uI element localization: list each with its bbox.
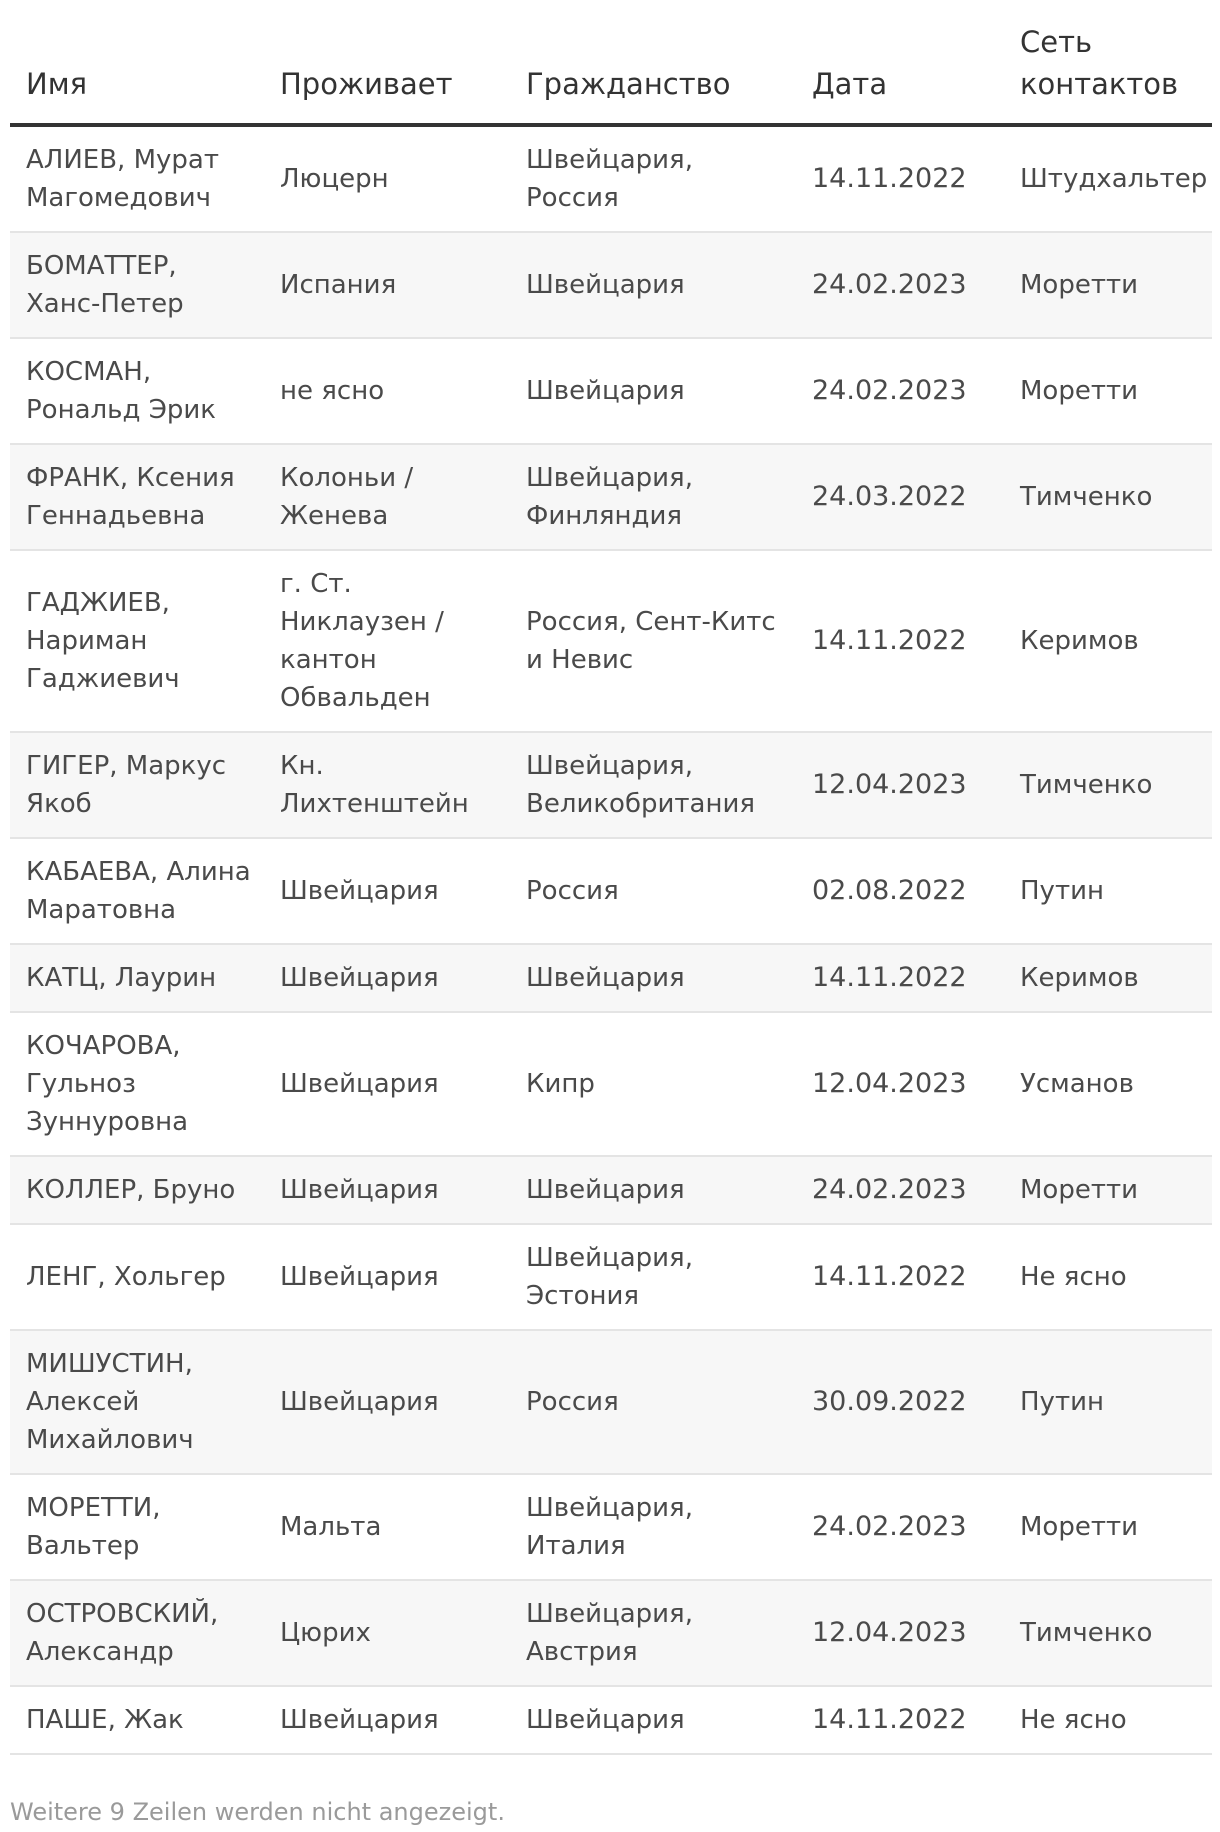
table-row [10,444,1212,550]
cell-residence: не ясно [264,338,510,444]
cell-network: Моретти [1004,232,1212,338]
cell-residence: Швейцария [264,1156,510,1224]
table-row [10,550,1212,732]
cell-citizenship: Швейцария, Финляндия [510,444,796,550]
cell-residence: Швейцария [264,944,510,1012]
cell-network: Моретти [1004,1474,1212,1580]
cell-citizenship: Швейцария [510,338,796,444]
cell-name: КОЧАРОВА, Гульноз Зуннуровна [10,1012,264,1156]
cell-date: 24.02.2023 [796,232,1004,338]
cell-date: 24.03.2022 [796,444,1004,550]
cell-residence: Швейцария [264,1224,510,1330]
table-header [10,0,1212,125]
cell-network: Путин [1004,1330,1212,1474]
cell-residence: Мальта [264,1474,510,1580]
cell-network: Керимов [1004,944,1212,1012]
table-row [10,1580,1212,1686]
cell-date: 12.04.2023 [796,1012,1004,1156]
cell-name: МИШУСТИН, Алексей Михайлович [10,1330,264,1474]
table-row [10,1156,1212,1224]
header-row [10,0,1212,125]
cell-citizenship: Швейцария [510,1686,796,1754]
cell-citizenship: Россия, Сент-Китс и Невис [510,550,796,732]
cell-citizenship: Швейцария [510,944,796,1012]
column-header-date[interactable]: Дата [796,0,1004,125]
cell-residence: Люцерн [264,125,510,232]
cell-network: Штудхальтер [1004,125,1212,232]
cell-network: Усманов [1004,1012,1212,1156]
cell-citizenship: Швейцария, Россия [510,125,796,232]
cell-residence: г. Ст. Никлаузен / кантон Обвальден [264,550,510,732]
cell-date: 14.11.2022 [796,125,1004,232]
cell-citizenship: Швейцария, Эстония [510,1224,796,1330]
cell-date: 12.04.2023 [796,1580,1004,1686]
cell-citizenship: Швейцария [510,232,796,338]
footnote: Weitere 9 Zeilen werden nicht angezeigt. [10,1798,505,1826]
cell-name: МОРЕТТИ, Вальтер [10,1474,264,1580]
table-row [10,338,1212,444]
cell-citizenship: Швейцария, Великобритания [510,732,796,838]
cell-citizenship: Швейцария, Австрия [510,1580,796,1686]
cell-residence: Швейцария [264,1330,510,1474]
cell-date: 14.11.2022 [796,1224,1004,1330]
table-row [10,838,1212,944]
cell-network: Моретти [1004,1156,1212,1224]
table-row [10,232,1212,338]
column-header-citizenship[interactable]: Гражданство [510,0,796,125]
table-row [10,1012,1212,1156]
cell-date: 24.02.2023 [796,1474,1004,1580]
table-row [10,944,1212,1012]
cell-residence: Цюрих [264,1580,510,1686]
column-header-residence[interactable]: Проживает [264,0,510,125]
cell-residence: Швейцария [264,1686,510,1754]
data-table [10,0,1212,1755]
cell-network: Тимченко [1004,1580,1212,1686]
cell-citizenship: Россия [510,838,796,944]
column-header-network[interactable]: Сеть контактов [1004,0,1212,125]
cell-date: 02.08.2022 [796,838,1004,944]
cell-name: ПАШЕ, Жак [10,1686,264,1754]
cell-network: Моретти [1004,338,1212,444]
cell-name: КАБАЕВА, Алина Маратовна [10,838,264,944]
cell-name: БОМАТТЕР, Ханс-Петер [10,232,264,338]
cell-name: ГИГЕР, Маркус Якоб [10,732,264,838]
table-row [10,1330,1212,1474]
cell-name: ОСТРОВСКИЙ, Александр [10,1580,264,1686]
cell-name: ФРАНК, Ксения Геннадьевна [10,444,264,550]
table-row [10,125,1212,232]
cell-network: Не ясно [1004,1686,1212,1754]
cell-network: Тимченко [1004,732,1212,838]
cell-name: ЛЕНГ, Хольгер [10,1224,264,1330]
cell-residence: Испания [264,232,510,338]
cell-date: 24.02.2023 [796,338,1004,444]
cell-date: 12.04.2023 [796,732,1004,838]
cell-citizenship: Россия [510,1330,796,1474]
data-table-container [10,0,1212,1755]
cell-network: Путин [1004,838,1212,944]
cell-citizenship: Кипр [510,1012,796,1156]
cell-name: АЛИЕВ, Мурат Магомедович [10,125,264,232]
cell-name: КОСМАН, Рональд Эрик [10,338,264,444]
cell-network: Керимов [1004,550,1212,732]
cell-network: Не ясно [1004,1224,1212,1330]
cell-citizenship: Швейцария, Италия [510,1474,796,1580]
cell-name: ГАДЖИЕВ, Нариман Гаджиевич [10,550,264,732]
table-row [10,732,1212,838]
cell-residence: Швейцария [264,1012,510,1156]
table-body [10,125,1212,1754]
cell-residence: Швейцария [264,838,510,944]
table-row [10,1474,1212,1580]
cell-date: 14.11.2022 [796,550,1004,732]
table-row [10,1686,1212,1754]
cell-date: 24.02.2023 [796,1156,1004,1224]
cell-residence: Кн. Лихтенштейн [264,732,510,838]
cell-date: 14.11.2022 [796,1686,1004,1754]
table-row [10,1224,1212,1330]
cell-network: Тимченко [1004,444,1212,550]
column-header-name[interactable]: Имя [10,0,264,125]
cell-name: КАТЦ, Лаурин [10,944,264,1012]
cell-date: 30.09.2022 [796,1330,1004,1474]
cell-date: 14.11.2022 [796,944,1004,1012]
cell-name: КОЛЛЕР, Бруно [10,1156,264,1224]
cell-residence: Колоньи / Женева [264,444,510,550]
cell-citizenship: Швейцария [510,1156,796,1224]
